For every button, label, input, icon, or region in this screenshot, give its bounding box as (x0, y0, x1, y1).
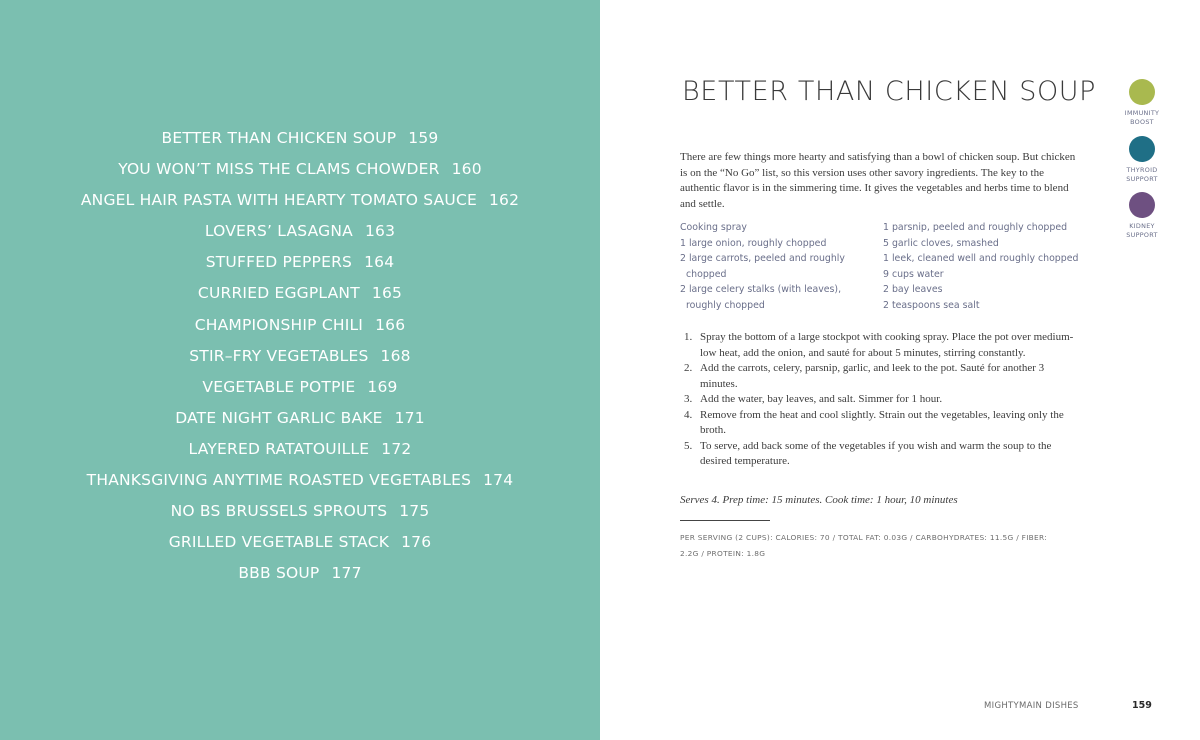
step-number: 1. (684, 331, 693, 343)
ingredient-item: 1 parsnip, peeled and roughly chopped (883, 222, 1068, 233)
divider (680, 520, 770, 521)
toc-title: GRILLED VEGETABLE STACK (168, 533, 390, 552)
toc-page-number: 159 (408, 129, 439, 147)
ingredient-item: 2 bay leaves (883, 284, 943, 295)
recipe-intro: There are few things more hearty and satisfying than a bowl of chicken soup. But chicken is on the “No Go” list, so this version uses other savory ingredients. The key to the authentic flavor is in the simmering time. It gives the vegetables and herbs time to blend and settle. (680, 151, 1076, 210)
toc-title: BETTER THAN CHICKEN SOUP (161, 129, 397, 147)
toc-entry (0, 248, 600, 279)
toc-title: STIR–FRY VEGETABLES (189, 346, 369, 365)
recipe-step (684, 330, 1084, 361)
ingredient-item: 5 garlic cloves, smashed (883, 237, 999, 249)
toc-entry (0, 528, 600, 559)
thyroid-dot-icon (1129, 136, 1155, 162)
step-text: Add the water, bay leaves, and salt. Simmer for 1 hour. (700, 393, 943, 405)
nutrition-info: PER SERVING (2 CUPS): CALORIES: 70 / TOTAL FAT: 0.03G / CARBOHYDRATES: 11.5G / FIBER: 2.2G / PROTEIN: 1.8G (680, 533, 1048, 558)
toc-title: NO BS BRUSSELS SPROUTS (170, 502, 388, 521)
recipe-contents-list (0, 124, 600, 590)
toc-entry (0, 279, 600, 310)
ingredient-item: 9 cups water (883, 268, 944, 280)
footer-page-number: 159 (1132, 700, 1152, 711)
recipe-step (684, 361, 1084, 392)
recipe-step (684, 408, 1084, 439)
toc-entry (0, 404, 600, 435)
immunity-dot-icon (1129, 79, 1155, 105)
toc-title: YOU WON’T MISS THE CLAMS CHOWDER (118, 160, 440, 179)
toc-page-number: 175 (399, 502, 430, 521)
step-text: Spray the bottom of a large stockpot with cooking spray. Place the pot over medium-low heat, add the onion, and sauté for about 5 minutes, stirring constantly. (700, 331, 1074, 359)
toc-page-number: 169 (367, 377, 398, 396)
ingredient-item: 1 large onion, roughly chopped (680, 237, 827, 249)
kidney-dot-icon (1129, 192, 1155, 218)
toc-entry (0, 311, 600, 342)
toc-page-number: 176 (401, 533, 432, 552)
badge-kidney-support (1115, 192, 1169, 240)
toc-entry (0, 342, 600, 373)
toc-page-number: 177 (331, 564, 362, 583)
step-number: 4. (684, 408, 693, 421)
toc-page-number: 162 (488, 191, 520, 210)
toc-page-number: 164 (364, 253, 395, 272)
step-text: To serve, add back some of the vegetables if you wish and warm the soup to the desired temperature. (700, 439, 1052, 467)
toc-page-number: 166 (375, 315, 406, 334)
step-number: 2. (684, 362, 693, 374)
badge-label: KIDNEY SUPPORT (1126, 222, 1158, 239)
badge-thyroid-support (1115, 136, 1169, 184)
badge-label: THYROID SUPPORT (1126, 166, 1158, 183)
toc-page-number: 160 (451, 160, 482, 179)
toc-title: ANGEL HAIR PASTA WITH HEARTY TOMATO SAUCE (80, 191, 477, 210)
badge-label: IMMUNITY BOOST (1124, 109, 1160, 126)
toc-entry (0, 373, 600, 404)
recipe-step (684, 392, 1084, 408)
toc-title: THANKSGIVING ANYTIME ROASTED VEGETABLES (86, 471, 472, 490)
toc-title: BBB SOUP (238, 564, 320, 583)
ingredients-column-right (883, 220, 1083, 313)
recipe-step (684, 439, 1084, 470)
ingredient-item: 2 teaspoons sea salt (883, 299, 980, 311)
badge-immunity-boost (1115, 79, 1169, 127)
toc-page-number: 174 (483, 471, 514, 490)
toc-page-number: 168 (380, 346, 411, 365)
step-number: 5. (684, 439, 693, 452)
ingredient-item: 2 large celery stalks (with leaves), roughly chopped (680, 284, 842, 311)
toc-entry (0, 497, 600, 528)
toc-page-number: 171 (394, 408, 425, 427)
toc-entry (0, 217, 600, 248)
toc-page-number: 163 (364, 222, 396, 241)
toc-title: LOVERS’ LASAGNA (204, 222, 353, 241)
toc-title: DATE NIGHT GARLIC BAKE (175, 408, 383, 427)
toc-title: LAYERED RATATOUILLE (188, 439, 370, 458)
footer-section-name: MIGHTYMAIN DISHES (984, 701, 1079, 711)
serving-info: Serves 4. Prep time: 15 minutes. Cook time: 1 hour, 10 minutes (680, 494, 958, 506)
step-number: 3. (684, 393, 693, 405)
toc-title: VEGETABLE POTPIE (202, 377, 356, 396)
toc-entry (0, 559, 600, 590)
ingredient-item: 1 leek, cleaned well and roughly chopped (883, 253, 1079, 264)
ingredients-column-left (680, 220, 870, 313)
step-text: Remove from the heat and cool slightly. Strain out the vegetables, leaving only the broth. (700, 408, 1064, 436)
toc-page-number: 165 (371, 284, 403, 303)
toc-title: STUFFED PEPPERS (205, 253, 353, 272)
toc-entry (0, 466, 600, 497)
toc-entry (0, 155, 600, 186)
step-text: Add the carrots, celery, parsnip, garlic, and leek to the pot. Sauté for another 3 minutes. (700, 362, 1045, 390)
ingredient-item: Cooking spray (680, 222, 747, 233)
ingredient-item: 2 large carrots, peeled and roughly chopped (680, 253, 845, 280)
toc-title: CHAMPIONSHIP CHILI (194, 315, 364, 334)
toc-entry (0, 186, 600, 217)
recipe-title: BETTER THAN CHICKEN SOUP (682, 76, 1097, 107)
toc-title: CURRIED EGGPLANT (197, 284, 360, 303)
toc-entry (0, 435, 600, 466)
toc-entry (0, 124, 600, 155)
recipe-steps (684, 330, 1084, 470)
right-page (600, 0, 1200, 740)
toc-page-number: 172 (381, 439, 412, 458)
